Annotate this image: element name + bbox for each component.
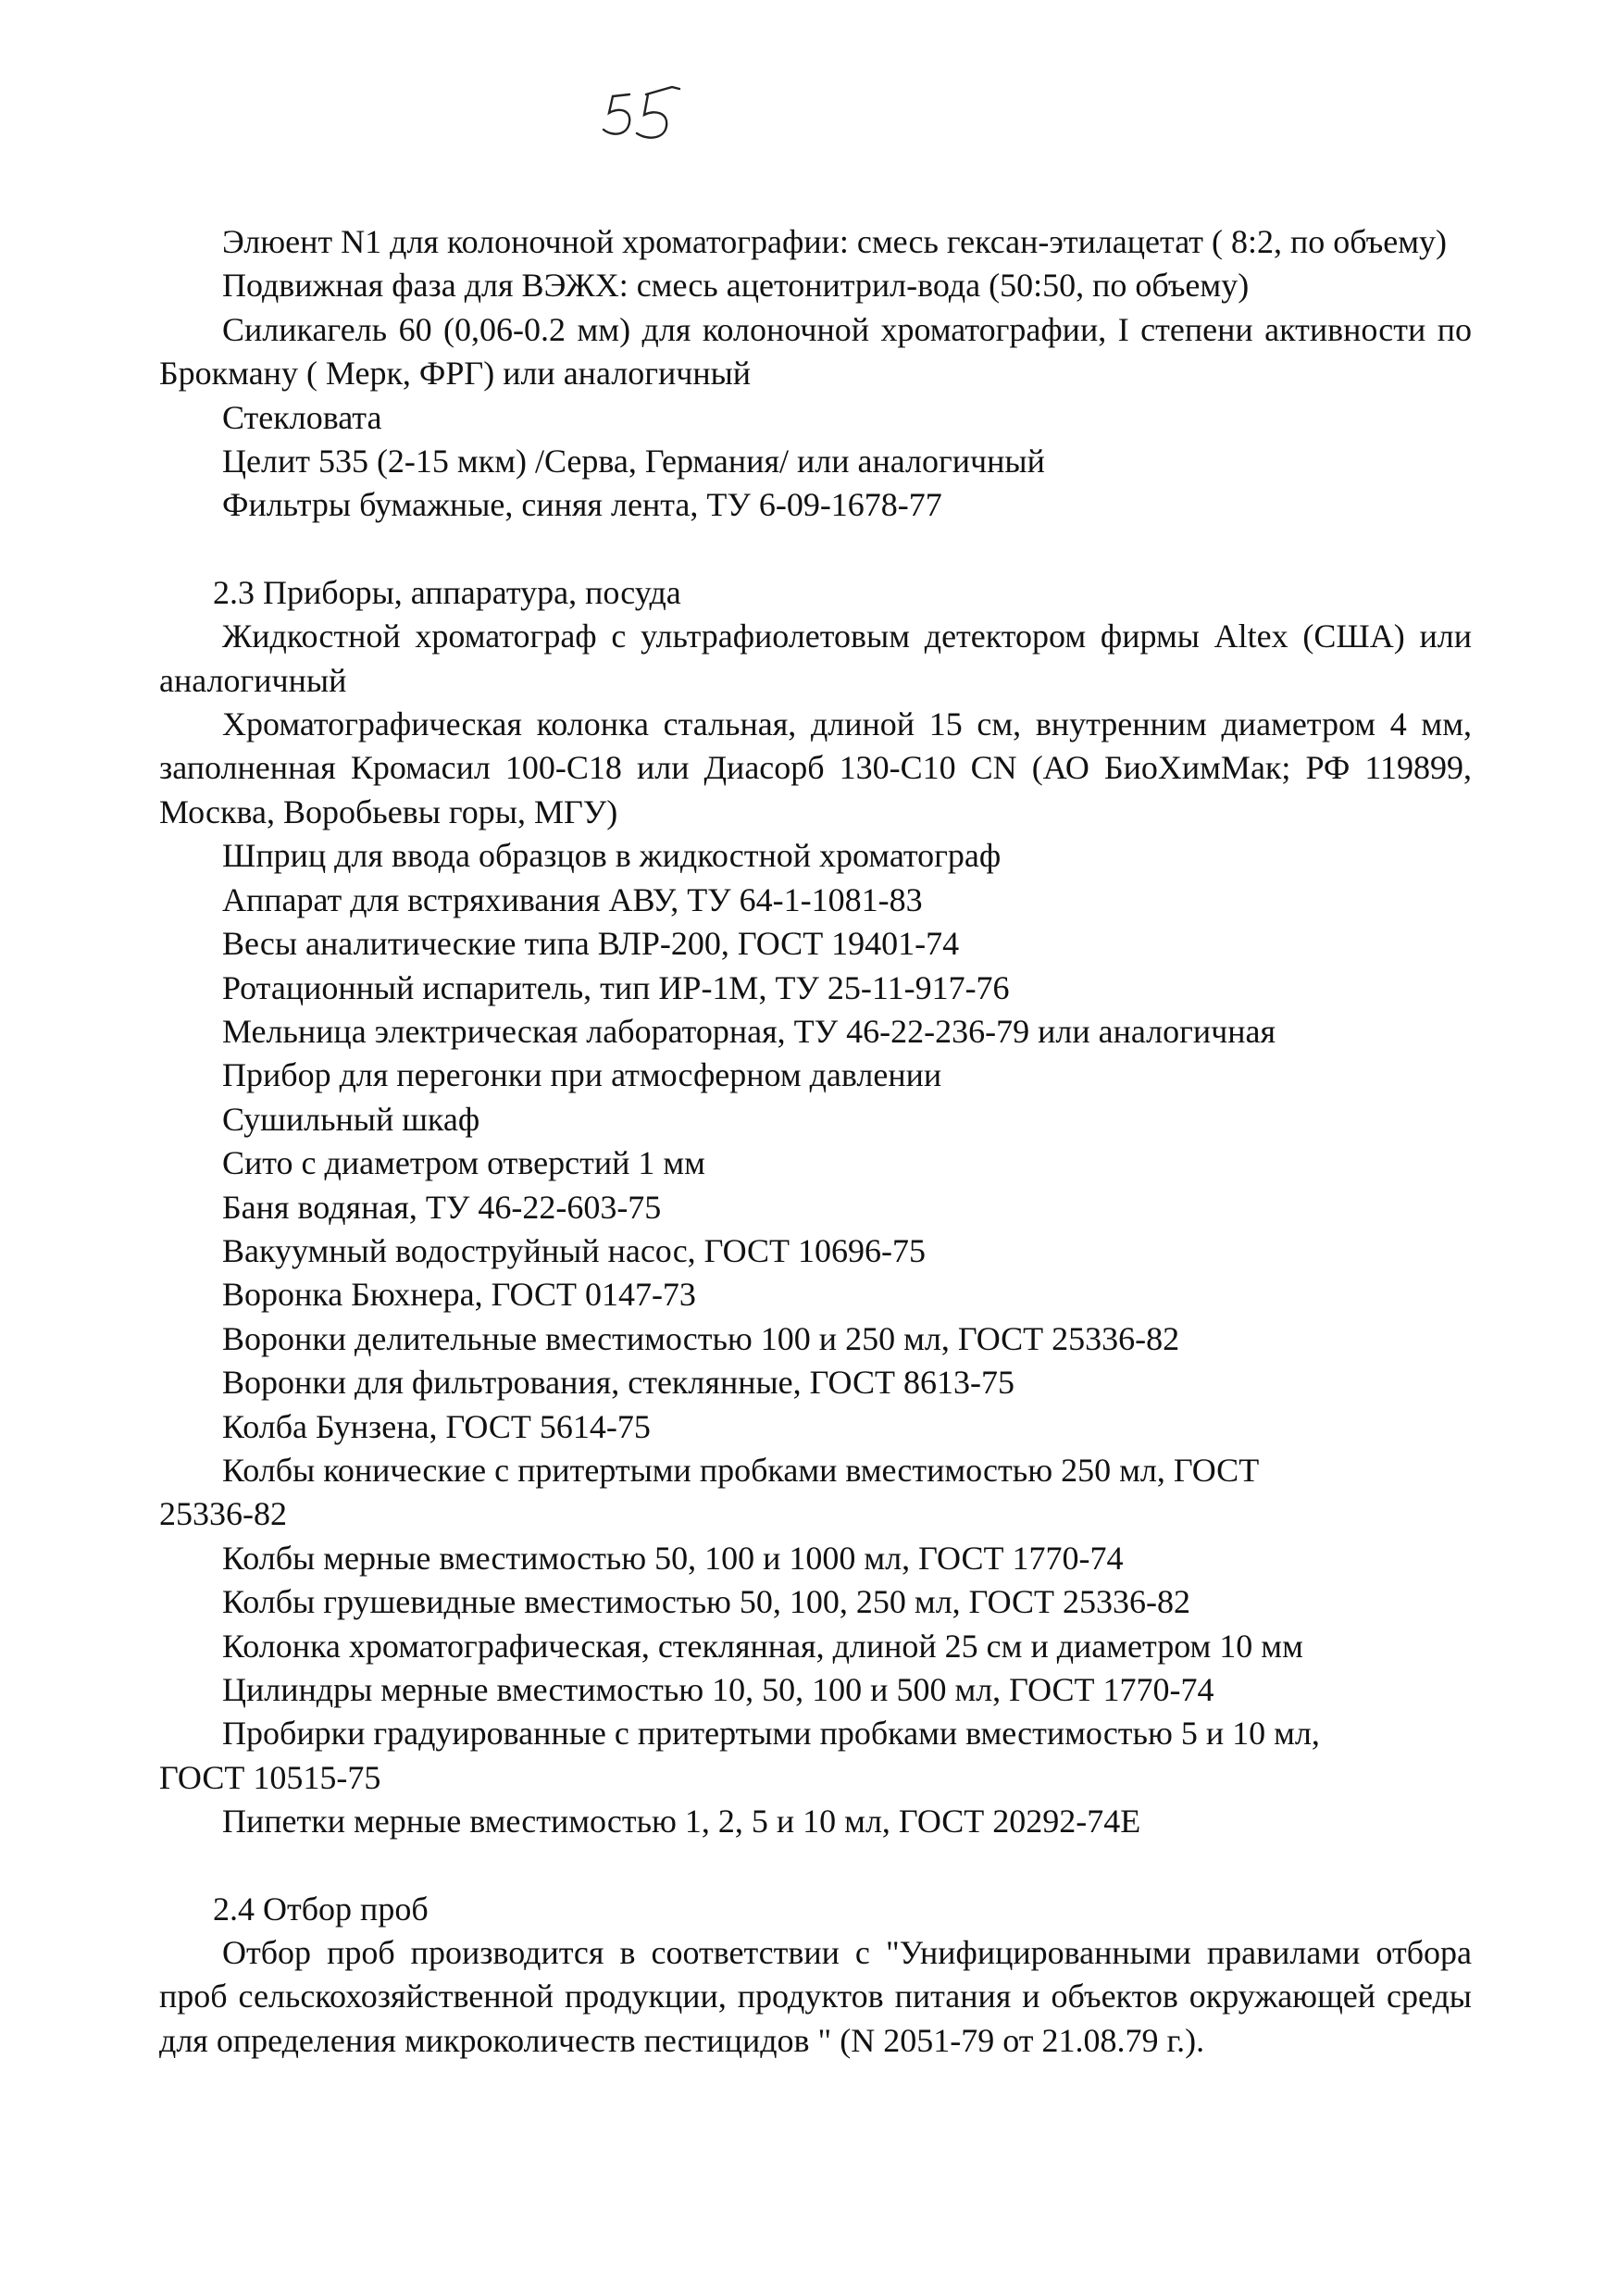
list-item: Весы аналитические типа ВЛР-200, ГОСТ 19401-74 bbox=[222, 925, 960, 963]
mobile-phase-paragraph: Подвижная фаза для ВЭЖХ: смесь ацетонитрил-вода (50:50, по объему) bbox=[222, 267, 1250, 305]
eluent-paragraph: Элюент N1 для колоночной хроматографии: смесь гексан-этилацетат ( 8:2, по объему) bbox=[222, 223, 1448, 260]
list-item: Колонка хроматографическая, стеклянная, длиной 25 см и диаметром 10 мм bbox=[222, 1627, 1303, 1665]
list-item: Пипетки мерные вместимостью 1, 2, 5 и 10 мл, ГОСТ 20292-74Е bbox=[222, 1803, 1141, 1841]
tubes-line-1: Пробирки градуированные с притертыми пробками вместимостью 5 и 10 мл, bbox=[222, 1715, 1320, 1753]
conical-flasks-line-1: Колбы конические с притертыми пробками вместимостью 250 мл, ГОСТ bbox=[222, 1451, 1260, 1489]
list-item: Вакуумный водоструйный насос, ГОСТ 10696-75 bbox=[222, 1231, 927, 1269]
section-gap bbox=[159, 528, 1472, 571]
list-item: Воронки для фильтрования, стеклянные, ГОСТ 8613-75 bbox=[222, 1364, 1014, 1402]
section-2-4-heading: 2.4 Отбор проб bbox=[213, 1890, 429, 1928]
equipment-list bbox=[159, 834, 1472, 1843]
list-item: Воронки делительные вместимостью 100 и 250 мл, ГОСТ 25336-82 bbox=[222, 1319, 1180, 1357]
list-item: Цилиндры мерные вместимостью 10, 50, 100 и 500 мл, ГОСТ 1770-74 bbox=[222, 1671, 1214, 1708]
list-item: Колбы мерные вместимостью 50, 100 и 1000 мл, ГОСТ 1770-74 bbox=[222, 1539, 1124, 1577]
column-paragraph: Хроматографическая колонка стальная, длиной 15 см, внутренним диаметром 4 мм, заполненная Кромасил 100-С18 или Диасорб 130-С10 CN (АО БиоХимМак; РФ 119899, Москва, Воробьевы горы, МГУ) bbox=[159, 705, 1472, 830]
list-item-tubes bbox=[159, 1712, 1472, 1800]
list-item: Воронка Бюхнера, ГОСТ 0147-73 bbox=[222, 1276, 696, 1314]
page-number-handwriting bbox=[592, 83, 703, 148]
tubes-line-2: ГОСТ 10515-75 bbox=[159, 1758, 381, 1796]
sampling-paragraph: Отбор проб производится в соответствии с "Унифицированными правилами отбора проб сельскохозяйственной продукции, продуктов питания и объектов окружающей среды для определения микроколичеств пестицидов " (N 2051-79 от 21.08.79 г.). bbox=[159, 1934, 1472, 2059]
list-item: Ротационный испаритель, тип ИР-1М, ТУ 25-11-917-76 bbox=[222, 968, 1010, 1006]
list-item: Аппарат для встряхивания АВУ, ТУ 64-1-1081-83 bbox=[222, 880, 923, 918]
section-2-3-heading: 2.3 Приборы, аппаратура, посуда bbox=[213, 573, 681, 611]
chromatograph-paragraph: Жидкостной хроматограф с ультрафиолетовым детектором фирмы Altex (США) или аналогичный bbox=[159, 618, 1472, 699]
list-item: Шприц для ввода образцов в жидкостной хроматограф bbox=[222, 837, 1002, 875]
list-item: Сито с диаметром отверстий 1 мм bbox=[222, 1144, 705, 1182]
list-item: Баня водяная, ТУ 46-22-603-75 bbox=[222, 1188, 662, 1226]
list-item: Колба Бунзена, ГОСТ 5614-75 bbox=[222, 1407, 651, 1445]
list-item: Сушильный шкаф bbox=[222, 1100, 480, 1138]
section-gap bbox=[159, 1844, 1472, 1888]
glass-wool-paragraph: Стекловата bbox=[222, 398, 382, 436]
conical-flasks-line-2: 25336-82 bbox=[159, 1495, 287, 1533]
handwritten-page-number bbox=[592, 83, 703, 148]
list-item: Мельница электрическая лабораторная, ТУ 46-22-236-79 или аналогичная bbox=[222, 1012, 1276, 1050]
document-body bbox=[159, 220, 1472, 2063]
list-item: Прибор для перегонки при атмосферном давлении bbox=[222, 1056, 942, 1094]
filters-paragraph: Фильтры бумажные, синяя лента, ТУ 6-09-1678-77 bbox=[222, 486, 942, 524]
list-item: Колбы грушевидные вместимостью 50, 100, 250 мл, ГОСТ 25336-82 bbox=[222, 1583, 1191, 1621]
list-item-conical-flasks bbox=[159, 1449, 1472, 1537]
silica-paragraph: Силикагель 60 (0,06-0.2 мм) для колоночной хроматографии, I степени активности по Брокману ( Мерк, ФРГ) или аналогичный bbox=[159, 310, 1472, 393]
celite-paragraph: Целит 535 (2-15 мкм) /Серва, Германия/ или аналогичный bbox=[222, 443, 1045, 480]
